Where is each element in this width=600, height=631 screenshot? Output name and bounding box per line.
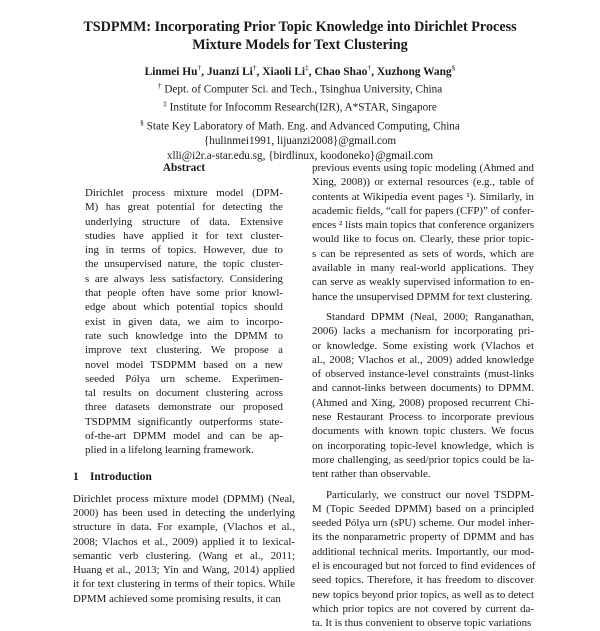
text-line: the unsupervised nature, the topic cluster- bbox=[85, 258, 283, 271]
text-line: DPMM achieved some promising results, it can bbox=[73, 592, 281, 605]
text-line: Dirichlet process mixture model (DPM- bbox=[85, 187, 283, 199]
text-line: that people often have some prior knowl- bbox=[85, 287, 283, 300]
author-mark: ‡ bbox=[305, 63, 309, 72]
text-line: on incorporating topic-level knowledge, which is bbox=[312, 439, 534, 452]
text-line: s can be represented as sets of words, which are bbox=[312, 247, 534, 260]
text-line: would like to focus on. Clearly, these prior topic- bbox=[312, 233, 534, 246]
text-line: plied in a lifelong learning framework. bbox=[85, 444, 254, 457]
text-line: exist in given data, we aim to incorpo- bbox=[85, 315, 283, 328]
text-line: Huang et al., 2013; Yin and Wang, 2014) applied bbox=[73, 564, 295, 577]
text-line: nese Restaurant Process to incorporate previous bbox=[312, 411, 534, 424]
text-line: can serve as weakly supervised information to en- bbox=[312, 276, 534, 289]
text-line: improve text clustering. We propose a bbox=[85, 344, 283, 357]
right-paragraph-2 bbox=[312, 310, 534, 482]
text-line: contents at Wikipedia event pages ¹). Similarly, in bbox=[312, 190, 534, 203]
text-line: novel model TSDPMM based on a new bbox=[85, 358, 283, 371]
text-line: or knowledge. Some existing work (Vlachos et bbox=[312, 339, 534, 352]
text-line: ences ² lists main topics that conference organizers bbox=[312, 219, 534, 232]
text-line: three datasets demonstrate our proposed bbox=[85, 401, 283, 414]
text-line: tent rather than observable. bbox=[312, 468, 431, 481]
author-name: Linmei Hu bbox=[144, 65, 198, 78]
text-line: of observed instance-level constraints (must-links bbox=[312, 368, 534, 381]
abstract-body bbox=[73, 186, 295, 458]
left-column bbox=[73, 161, 295, 606]
text-line: Xing, 2008)) or external resources (e.g., table of bbox=[312, 176, 534, 189]
text-line: seed topics. Therefore, it has freedom to discover bbox=[312, 574, 534, 587]
text-line: seeded Pólya urn scheme. Experimen- bbox=[85, 372, 283, 385]
text-line: academic fields, “call for papers (CFP)” of confer- bbox=[312, 204, 534, 217]
author-mark: † bbox=[252, 63, 257, 72]
text-line: el is encouraged but not forced to find evidences of bbox=[312, 560, 536, 573]
text-line: 2000) has been used in detecting the underlying bbox=[73, 506, 295, 519]
affiliation-text: State Key Laboratory of Math. Eng. and Advanced Computing, China bbox=[146, 120, 460, 133]
email-line[interactable]: {hulinmei1991, lijuanzi2008}@gmail.com bbox=[203, 135, 397, 148]
text-line: hance the unsupervised DPMM for text clustering. bbox=[312, 290, 533, 303]
text-line: its the nonparametric property of DPMM and has bbox=[312, 531, 534, 544]
affiliation-text: Dept. of Computer Sci. and Tech., Tsinghua University, China bbox=[164, 83, 443, 96]
text-line: (Ahmed and Xing, 2008) proposed recurrent Chi- bbox=[312, 396, 534, 409]
text-line: previous events using topic modeling (Ahmed and bbox=[312, 162, 534, 174]
text-line: 2006) lacks a mechanism for incorporating pri- bbox=[312, 325, 534, 338]
affiliation-mark: ‡ bbox=[163, 99, 167, 109]
text-line: studies have applied it for text cluster- bbox=[85, 229, 283, 242]
author-name: Juanzi Li bbox=[206, 65, 253, 78]
text-line: and cannot-links between documents) to DPMM. bbox=[312, 382, 534, 395]
author-name: Chao Shao bbox=[314, 65, 368, 78]
text-line: of-the-art DPMM model and can be ap- bbox=[85, 430, 283, 443]
text-line: ing in terms of topics. However, due to bbox=[85, 244, 283, 257]
affiliation-line bbox=[40, 97, 560, 115]
title-line-1: TSDPMM: Incorporating Prior Topic Knowledge into Dirichlet Process bbox=[83, 19, 517, 35]
author-list: Linmei Hu†, Juanzi Li†, Xiaoli Li‡, Chao Shao†, Xuzhong Wang§ bbox=[144, 63, 456, 78]
text-line: rate such knowledge into the DPMM to bbox=[85, 329, 283, 342]
email-line[interactable]: xlli@i2r.a-star.edu.sg, {birdlinux, koodoneko}@gmail.com bbox=[166, 150, 434, 163]
text-line: ta. It is thus convenient to observe topic variations bbox=[312, 617, 532, 630]
text-line: which prior topics are not covered by current da- bbox=[312, 602, 534, 615]
text-line: Particularly, we construct our novel TSDPM- bbox=[326, 488, 534, 501]
text-line: new topics beyond prior topics, as well as to detect bbox=[312, 588, 534, 601]
text-line: edge about which potential topics should bbox=[85, 301, 283, 314]
affiliation-line bbox=[40, 79, 560, 97]
text-line: additional technical merits. Importantly, our mod- bbox=[312, 545, 534, 558]
text-line: available in many real-world applications. They bbox=[312, 262, 534, 275]
affiliation-text: Institute for Infocomm Research(I2R), A*STAR, Singapore bbox=[169, 102, 437, 115]
intro-heading bbox=[73, 470, 295, 484]
text-line: al., 2008; Vlachos et al., 2009) added knowledge bbox=[312, 353, 534, 366]
text-line: TSDPMM significantly outperforms state- bbox=[85, 415, 283, 428]
text-line: tal results on document clustering across bbox=[85, 387, 283, 400]
text-line: it for text clustering in terms of their topics. While bbox=[73, 578, 295, 591]
text-line: more challenging, as seed/prior topics could be la- bbox=[312, 453, 534, 466]
affiliation-line bbox=[40, 116, 560, 134]
intro-body bbox=[73, 492, 295, 606]
paper-title bbox=[40, 18, 560, 54]
author-name: Xuzhong Wang bbox=[376, 65, 452, 78]
text-line: M (Topic Seeded DPMM) based on a principled bbox=[312, 502, 534, 515]
affiliation-mark: † bbox=[157, 81, 162, 90]
section-number: 1 bbox=[73, 470, 79, 483]
affiliation-mark: § bbox=[140, 117, 144, 127]
text-line: seeded Pólya urn (sPU) scheme. Our model inher- bbox=[312, 517, 534, 530]
text-line: structure in data. For example, (Vlachos et al., bbox=[73, 521, 295, 534]
author-mark: † bbox=[197, 63, 202, 72]
text-line: underlying structure of data. Extensive bbox=[85, 215, 283, 228]
right-paragraph-3 bbox=[312, 488, 534, 631]
title-line-2: Mixture Models for Text Clustering bbox=[192, 37, 408, 53]
text-line: Standard DPMM (Neal, 2000; Ranganathan, bbox=[326, 310, 534, 323]
text-line: s are always less satisfactory. Considering bbox=[85, 272, 283, 285]
text-line: semantic verb clustering. (Wang et al., 2011; bbox=[73, 549, 295, 562]
section-title: Introduction bbox=[90, 470, 152, 483]
author-mark: † bbox=[367, 63, 372, 72]
text-line: Dirichlet process mixture model (DPMM) (Neal, bbox=[73, 492, 295, 505]
author-name: Xiaoli Li bbox=[262, 65, 306, 78]
text-line: 2008; Vlachos et al., 2009) applied it to lexical- bbox=[73, 535, 295, 548]
author-mark: § bbox=[451, 63, 456, 72]
right-paragraph-1 bbox=[312, 161, 534, 304]
right-column bbox=[312, 161, 534, 631]
text-line: M) has great potential for detecting the bbox=[85, 201, 283, 214]
abstract-heading: Abstract bbox=[162, 162, 206, 174]
affiliation-block bbox=[40, 79, 560, 164]
text-line: documents with known topic clusters. We focus bbox=[312, 425, 534, 438]
